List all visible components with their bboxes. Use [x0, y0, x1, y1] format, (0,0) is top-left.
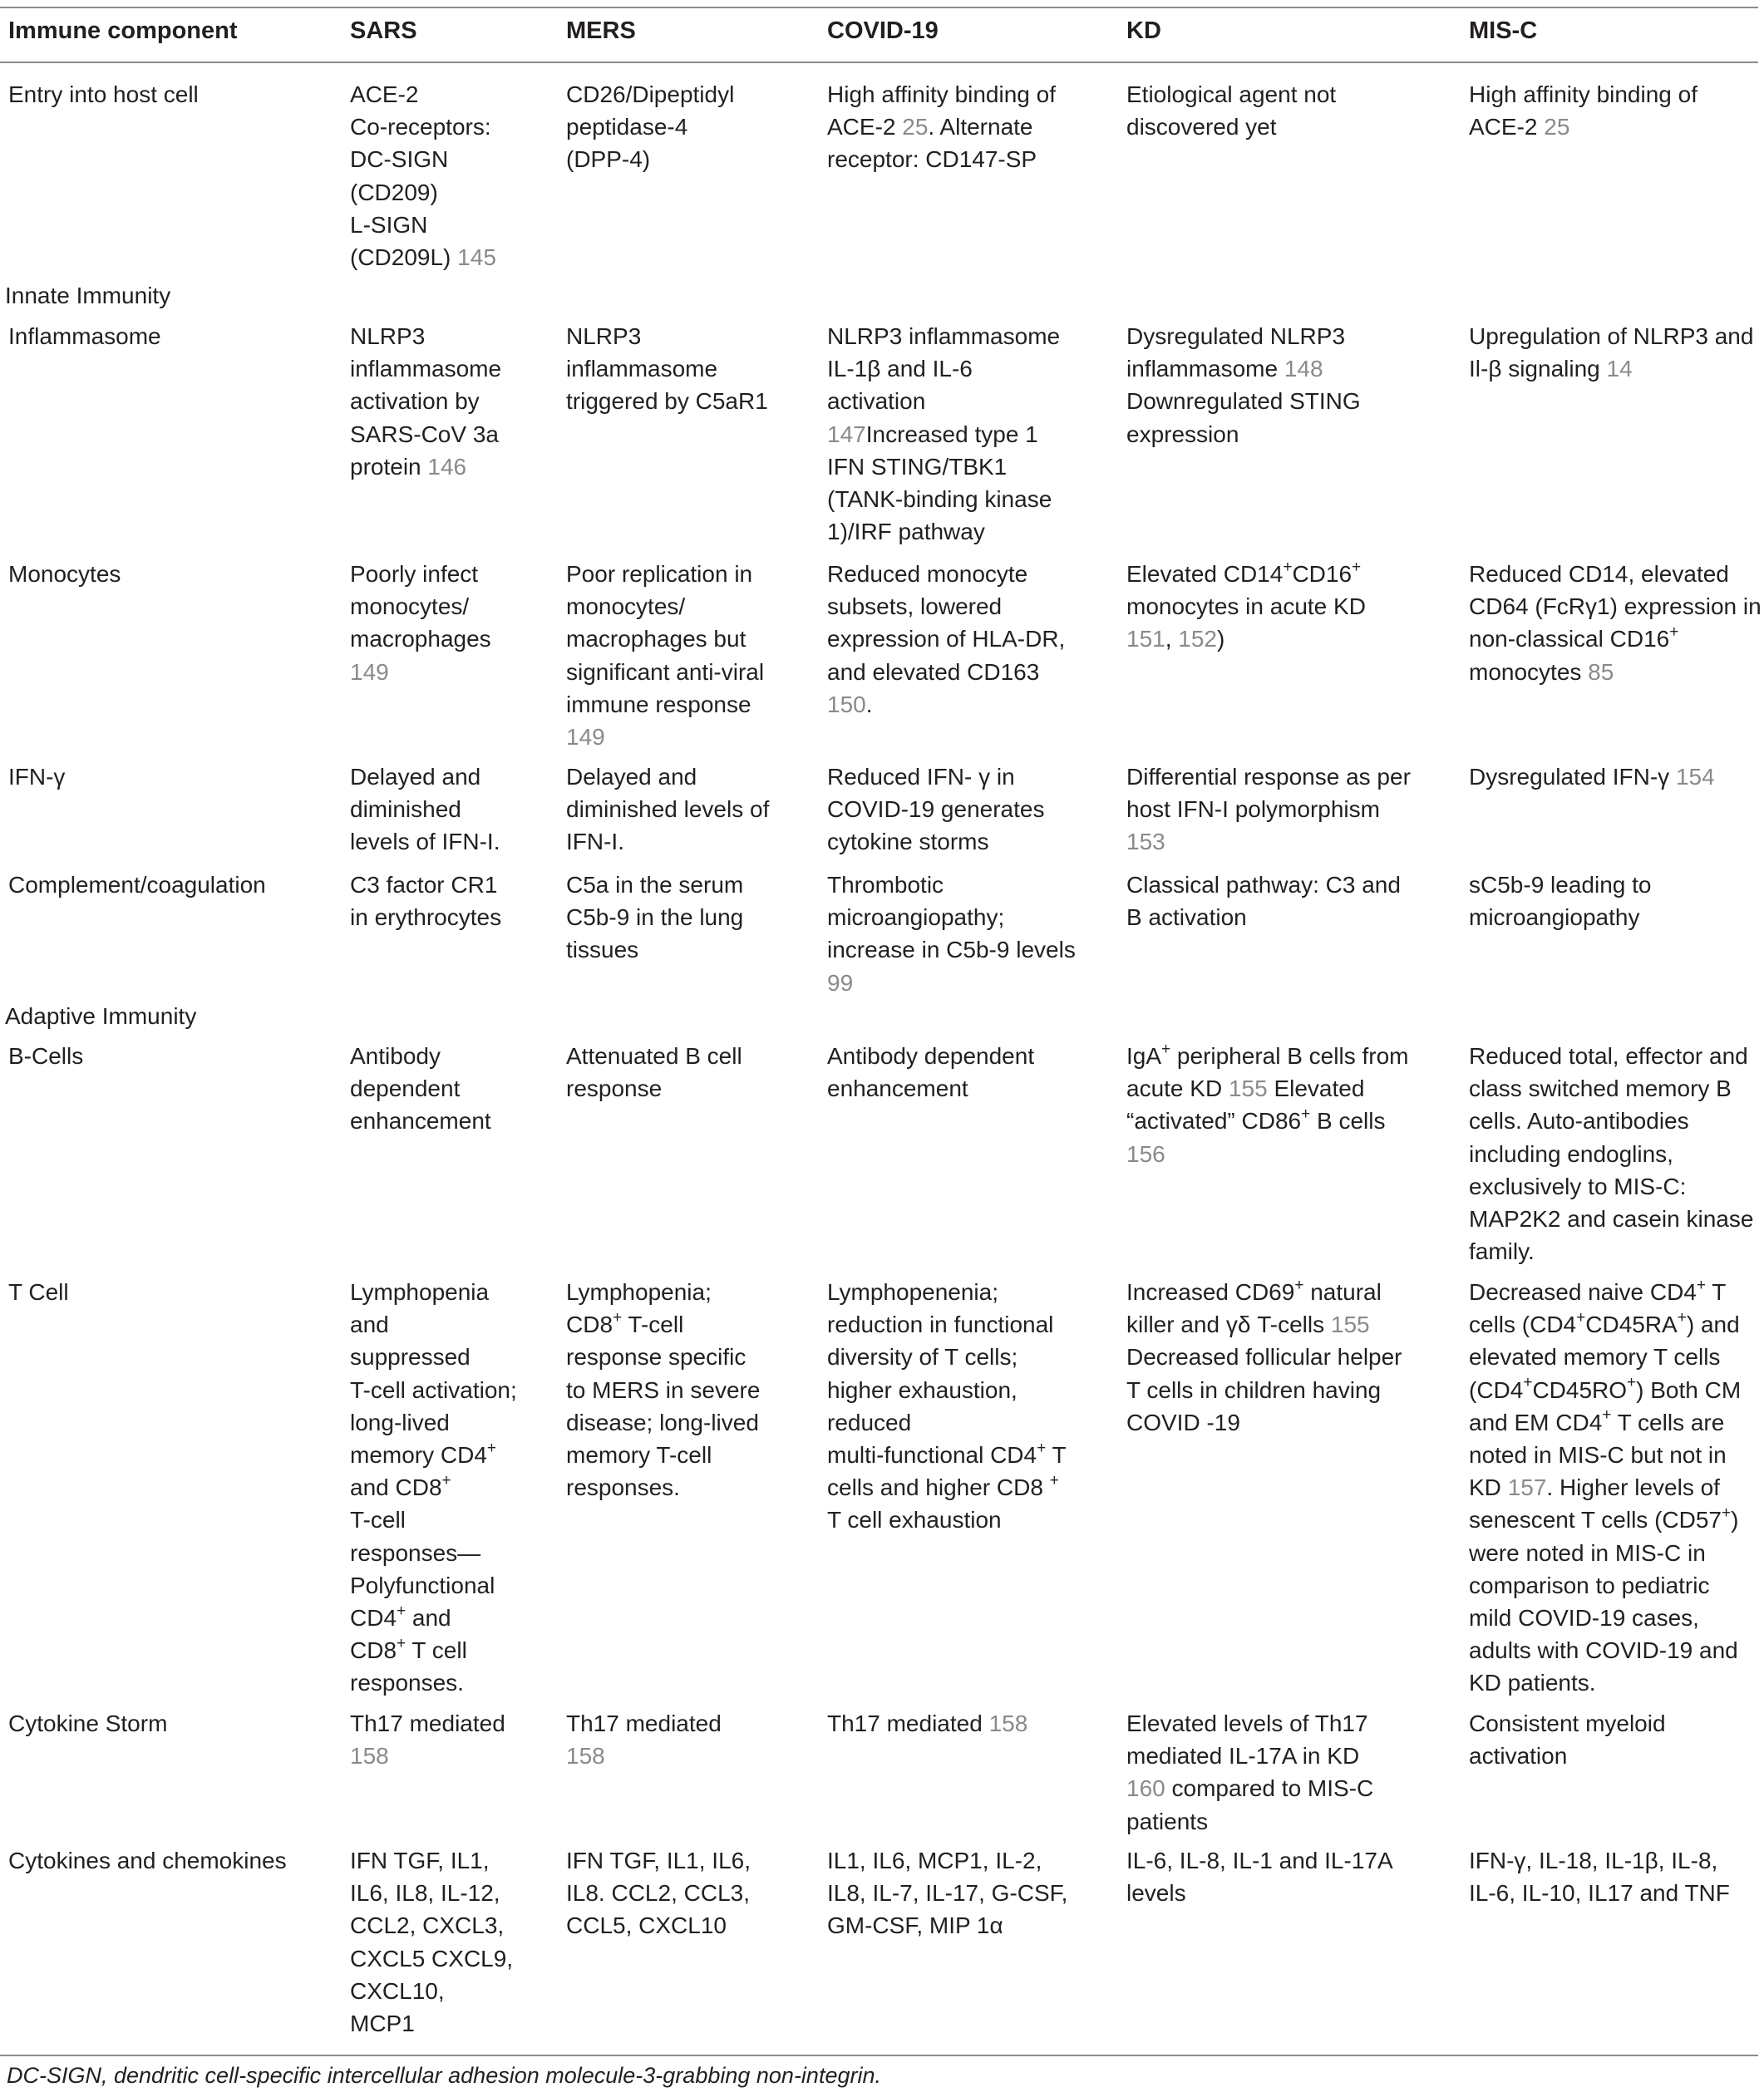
cell-line: Antibody [350, 1043, 441, 1069]
cell-line: disease; long-lived [566, 1409, 759, 1435]
reference-number[interactable]: 146 [427, 453, 467, 480]
cell-sars [350, 1707, 505, 1772]
cell-sars [350, 1844, 513, 2040]
cell-line: DC-SIGN [350, 146, 449, 173]
cell-line: expression [1126, 421, 1239, 447]
cell-line: CD8+ T cell [350, 1634, 467, 1664]
cell-line: High affinity binding of [827, 81, 1056, 107]
cell-line: and CD8+ [350, 1471, 451, 1501]
cell-line: Lymphopenia [350, 1279, 490, 1305]
cell-line: monocytes in acute KD [1126, 593, 1366, 620]
reference-number[interactable]: 145 [457, 244, 496, 271]
cell-mers [566, 869, 743, 967]
cell-line: L-SIGN [350, 211, 428, 238]
cell-line: CCL5, CXCL10 [566, 1912, 727, 1939]
cell-line: class switched memory B [1469, 1076, 1732, 1102]
cell-line: Differential response as per [1126, 764, 1411, 790]
cell-line: (TANK-binding kinase [827, 486, 1052, 513]
cell-line: IgA+ peripheral B cells from [1126, 1040, 1409, 1069]
cell-line: CD64 (FcRγ1) expression in [1469, 593, 1762, 620]
cell-line: Attenuated B cell [566, 1043, 742, 1069]
cell-line: significant anti-viral [566, 658, 765, 685]
reference-number[interactable]: 14 [1606, 356, 1633, 382]
cell-line: B activation [1126, 904, 1247, 931]
cell-covid [827, 869, 1076, 999]
cell-line: Increased CD69+ natural [1126, 1276, 1382, 1305]
row-label: Entry into host cell [8, 81, 199, 107]
cell-misc [1469, 1844, 1730, 1909]
cell-misc [1469, 761, 1715, 793]
cell-line: peptidase-4 [566, 114, 688, 140]
cell-line: Th17 mediated 158 [827, 1711, 1028, 1736]
cell-line: enhancement [350, 1108, 491, 1135]
cell-line: (CD4+CD45RO+) Both CM [1469, 1374, 1742, 1403]
cell-line: triggered by C5aR1 [566, 388, 768, 415]
cell-line: CD4+ and [350, 1602, 451, 1632]
reference-number[interactable]: 158 [350, 1743, 389, 1770]
cell-line: Polyfunctional [350, 1572, 495, 1598]
cell-line: higher exhaustion, [827, 1376, 1018, 1403]
reference-number[interactable]: 158 [566, 1743, 605, 1770]
cell-line: diminished levels of [566, 796, 770, 823]
cell-sars [350, 1276, 517, 1700]
cell-kd [1126, 558, 1366, 656]
section-innate-immunity: Innate Immunity [5, 283, 171, 308]
cell-line: microangiopathy; [827, 904, 1005, 931]
cell-line: Antibody dependent [827, 1043, 1035, 1069]
cell-mers [566, 1276, 760, 1504]
cell-line: Thrombotic [827, 872, 944, 898]
cell-line: NLRP3 [566, 323, 642, 349]
reference-number[interactable]: 85 [1588, 658, 1614, 685]
header-mers: MERS [566, 17, 636, 44]
cell-sars [350, 1040, 491, 1138]
reference-number[interactable]: 25 [902, 114, 929, 140]
cell-line: dependent [350, 1076, 461, 1102]
cell-mers [566, 78, 734, 176]
cell-line: Poor replication in [566, 561, 753, 587]
cell-line: reduction in functional [827, 1312, 1054, 1338]
cell-line: acute KD 155 Elevated [1126, 1076, 1365, 1102]
cell-line: levels [1126, 1880, 1186, 1907]
cell-line: IL8. CCL2, CCL3, [566, 1880, 750, 1907]
cell-mers [566, 320, 768, 418]
cell-line: ACE-2 25 [1469, 114, 1570, 140]
cell-line: in erythrocytes [350, 904, 502, 931]
cell-misc [1469, 1276, 1741, 1700]
cell-line: COVID-19 generates [827, 796, 1045, 823]
cell-line: microangiopathy [1469, 904, 1640, 931]
reference-number[interactable]: 154 [1675, 764, 1715, 790]
cell-line: CCL2, CXCL3, [350, 1912, 505, 1939]
cell-line: expression of HLA-DR, [827, 626, 1066, 652]
cell-line: Elevated levels of Th17 [1126, 1711, 1368, 1736]
cell-line: High affinity binding of [1469, 81, 1697, 107]
header-kd: KD [1126, 17, 1161, 44]
cell-line: Upregulation of NLRP3 and [1469, 323, 1754, 349]
cell-line: IL-1β and IL-6 [827, 356, 973, 382]
reference-number[interactable]: 160 [1126, 1775, 1165, 1802]
cell-covid [827, 558, 1065, 721]
cell-line: CD26/Dipeptidyl [566, 81, 735, 107]
cell-line [827, 967, 1076, 999]
section-adaptive-immunity: Adaptive Immunity [5, 1003, 197, 1029]
cell-line: cytokine storms [827, 829, 989, 855]
row-label: T Cell [8, 1279, 69, 1305]
cell-line: GM-CSF, MIP 1α [827, 1912, 1003, 1939]
cell-misc [1469, 78, 1697, 143]
header-mis-c: MIS-C [1469, 17, 1538, 44]
cell-line: Reduced IFN- γ in [827, 764, 1015, 790]
cell-line: Elevated CD14+CD16+ [1126, 558, 1362, 587]
cell-line: mild COVID-19 cases, [1469, 1605, 1699, 1632]
cell-mers [566, 1844, 751, 1942]
cell-covid [827, 1707, 1027, 1740]
reference-number[interactable]: 157 [1507, 1474, 1547, 1501]
cell-line: Lymphopenenia; [827, 1279, 999, 1305]
cell-line: 150. [827, 691, 873, 717]
cell-line [1126, 825, 1411, 858]
cell-line: mediated IL-17A in KD [1126, 1743, 1360, 1770]
cell-line: diversity of T cells; [827, 1344, 1018, 1371]
cell-line: Reduced total, effector and [1469, 1043, 1748, 1069]
cell-mers [566, 1707, 722, 1772]
cell-line: KD 157. Higher levels of [1469, 1474, 1720, 1501]
cell-line: 147Increased type 1 [827, 421, 1038, 447]
cell-line: KD patients. [1469, 1670, 1596, 1696]
cell-line: Co-receptors: [350, 114, 491, 140]
reference-number[interactable]: 147 [827, 421, 866, 447]
cell-line: C3 factor CR1 [350, 872, 498, 898]
cell-misc [1469, 869, 1651, 933]
cell-line: killer and γδ T-cells 155 [1126, 1312, 1370, 1338]
cell-line: memory T-cell [566, 1442, 712, 1469]
cell-line: MAP2K2 and casein kinase [1469, 1206, 1754, 1233]
cell-line: responses. [566, 1474, 680, 1501]
cell-line: Downregulated STING [1126, 388, 1361, 415]
header-covid-19: COVID-19 [827, 17, 939, 44]
cell-line: patients [1126, 1808, 1209, 1834]
cell-line: and EM CD4+ T cells are [1469, 1406, 1725, 1435]
cell-line: T cell exhaustion [827, 1507, 1002, 1533]
cell-line: long-lived [350, 1409, 450, 1435]
cell-line: memory CD4+ [350, 1439, 497, 1469]
cell-line: activation [1469, 1743, 1568, 1770]
cell-line: Il-β signaling 14 [1469, 356, 1633, 382]
cell-line: monocytes/ [350, 593, 470, 620]
cell-line: protein 146 [350, 453, 467, 480]
cell-line: receptor: CD147-SP [827, 146, 1037, 173]
cell-covid [827, 78, 1056, 176]
cell-line: IFN STING/TBK1 [827, 453, 1008, 480]
cell-line: IL-6, IL-8, IL-1 and IL-17A [1126, 1848, 1393, 1873]
reference-number[interactable]: 149 [566, 724, 605, 751]
reference-number[interactable]: 148 [1284, 356, 1323, 382]
cell-line: increase in C5b-9 levels [827, 937, 1076, 963]
cell-line: noted in MIS-C but not in [1469, 1442, 1727, 1469]
cell-line: Reduced monocyte [827, 561, 1028, 587]
cell-sars [350, 320, 501, 483]
cell-line: NLRP3 inflammasome [827, 323, 1061, 349]
cell-line: Th17 mediated [566, 1711, 722, 1736]
cell-line: activation by [350, 388, 480, 415]
table-top-rule [0, 7, 1758, 8]
reference-number[interactable]: 99 [827, 969, 854, 996]
cell-line: CXCL5 CXCL9, [350, 1945, 514, 1971]
cell-line [566, 1740, 722, 1772]
cell-kd [1126, 869, 1401, 933]
cell-line: immune response [566, 691, 751, 717]
cell-line: IL8, IL-7, IL-17, G-CSF, [827, 1880, 1068, 1907]
cell-line: monocytes/ [566, 593, 686, 620]
cell-line: responses— [350, 1539, 481, 1566]
cell-line: IL-6, IL-10, IL17 and TNF [1469, 1880, 1730, 1907]
reference-number[interactable]: 156 [1126, 1140, 1165, 1167]
cell-line: C5b-9 in the lung [566, 904, 744, 931]
cell-line: ACE-2 [350, 81, 419, 107]
cell-line: IL1, IL6, MCP1, IL-2, [827, 1848, 1042, 1873]
cell-line: T-cell activation; [350, 1376, 517, 1403]
cell-line [566, 721, 764, 753]
cell-line: (DPP-4) [566, 146, 651, 173]
cell-line: 1)/IRF pathway [827, 519, 985, 545]
cell-sars [350, 761, 500, 859]
cell-sars [350, 869, 501, 933]
cell-sars [350, 78, 496, 273]
cell-line: cells. Auto-antibodies [1469, 1108, 1689, 1135]
cell-line: inflammasome [350, 356, 502, 382]
cell-line: Decreased naive CD4+ T [1469, 1276, 1727, 1305]
cell-kd [1126, 1707, 1373, 1838]
cell-line: senescent T cells (CD57+) [1469, 1504, 1739, 1533]
row-label: Cytokines and chemokines [8, 1848, 287, 1873]
cell-misc [1469, 320, 1753, 385]
reference-number[interactable]: 151 [1126, 626, 1165, 652]
reference-number[interactable]: 150 [827, 691, 866, 717]
cell-covid [827, 761, 1044, 859]
cell-kd [1126, 1844, 1393, 1909]
cell-line: cells (CD4+CD45RA+) and [1469, 1308, 1740, 1338]
row-label: IFN-γ [8, 764, 66, 790]
table-header-rule [0, 62, 1758, 63]
cell-line: T-cell [350, 1507, 406, 1533]
cell-line: Poorly infect [350, 561, 479, 587]
cell-kd [1126, 78, 1336, 143]
cell-line: NLRP3 [350, 323, 426, 349]
cell-line: (CD209) [350, 179, 438, 205]
cell-line: COVID -19 [1126, 1409, 1240, 1435]
cell-line: tissues [566, 937, 639, 963]
cell-line: sC5b-9 leading to [1469, 872, 1652, 898]
cell-line: monocytes 85 [1469, 658, 1614, 685]
cell-line: Consistent myeloid [1469, 1711, 1666, 1736]
cell-line [350, 656, 491, 688]
cell-misc [1469, 1707, 1666, 1772]
row-label: B-Cells [8, 1043, 84, 1069]
cell-covid [827, 320, 1060, 548]
cell-line: Delayed and [350, 764, 481, 790]
cell-line: IFN TGF, IL1, [350, 1848, 490, 1873]
cell-line: Classical pathway: C3 and [1126, 872, 1401, 898]
header-immune-component: Immune component [8, 17, 238, 44]
cell-line: comparison to pediatric [1469, 1572, 1710, 1598]
cell-line: response specific [566, 1344, 746, 1371]
cell-misc [1469, 1040, 1753, 1268]
cell-line: Lymphopenia; [566, 1279, 712, 1305]
reference-number[interactable]: 158 [988, 1711, 1028, 1736]
cell-line: including endoglins, [1469, 1140, 1673, 1167]
cell-line: (CD209L) 145 [350, 244, 496, 271]
cell-line: exclusively to MIS-C: [1469, 1173, 1687, 1199]
cell-line [350, 1740, 505, 1772]
reference-number[interactable]: 149 [350, 658, 389, 685]
cell-line: ACE-2 25. Alternate [827, 114, 1033, 140]
cell-line: IFN-I. [566, 829, 624, 855]
cell-mers [566, 1040, 742, 1105]
cell-line: Delayed and [566, 764, 697, 790]
cell-kd [1126, 1276, 1402, 1439]
cell-covid [827, 1276, 1067, 1537]
cell-line: 151, 152) [1126, 626, 1225, 652]
row-label: Monocytes [8, 561, 121, 587]
cell-line: CXCL10, [350, 1977, 445, 2004]
cell-line: SARS-CoV 3a [350, 421, 499, 447]
cell-line: IFN-γ, IL-18, IL-1β, IL-8, [1469, 1848, 1718, 1873]
cell-line: “activated” CD86+ B cells [1126, 1105, 1386, 1135]
cell-line: cells and higher CD8 + [827, 1471, 1059, 1501]
cell-line: were noted in MIS-C in [1469, 1539, 1706, 1566]
cell-kd [1126, 761, 1411, 859]
cell-line: IFN TGF, IL1, IL6, [566, 1848, 751, 1873]
cell-sars [350, 558, 491, 688]
cell-line: subsets, lowered [827, 593, 1003, 620]
cell-line: elevated memory T cells [1469, 1344, 1721, 1371]
cell-line: multi-functional CD4+ T [827, 1439, 1067, 1469]
cell-line: Dysregulated IFN-γ 154 [1469, 764, 1715, 790]
cell-kd [1126, 320, 1361, 450]
cell-line: host IFN-I polymorphism [1126, 796, 1380, 823]
cell-line: non-classical CD16+ [1469, 623, 1679, 652]
reference-number[interactable]: 152 [1178, 626, 1217, 652]
cell-line: family. [1469, 1238, 1535, 1265]
cell-line: suppressed [350, 1344, 471, 1371]
reference-number[interactable]: 153 [1126, 829, 1165, 855]
cell-line: T cells in children having [1126, 1376, 1382, 1403]
cell-line: inflammasome 148 [1126, 356, 1323, 382]
header-sars: SARS [350, 17, 417, 44]
cell-line: diminished [350, 796, 461, 823]
cell-line: Etiological agent not [1126, 81, 1337, 107]
cell-covid [827, 1040, 1034, 1105]
cell-line: Dysregulated NLRP3 [1126, 323, 1346, 349]
cell-line: Decreased follicular helper [1126, 1344, 1402, 1371]
cell-line: Th17 mediated [350, 1711, 505, 1736]
cell-covid [827, 1844, 1067, 1942]
reference-number[interactable]: 155 [1330, 1312, 1370, 1338]
table-footnote: DC-SIGN, dendritic cell-specific intercellular adhesion molecule-3-grabbing non-integrin. [7, 2063, 881, 2088]
row-label: Inflammasome [8, 323, 161, 349]
cell-line: and [350, 1312, 389, 1338]
cell-line: responses. [350, 1670, 464, 1696]
cell-line: C5a in the serum [566, 872, 744, 898]
cell-line: Reduced CD14, elevated [1469, 561, 1729, 587]
cell-mers [566, 558, 764, 753]
cell-line: 160 compared to MIS-C [1126, 1775, 1374, 1802]
cell-line: discovered yet [1126, 114, 1277, 140]
cell-line: and elevated CD163 [827, 658, 1040, 685]
cell-line: CD8+ T-cell [566, 1308, 684, 1338]
cell-line: reduced [827, 1409, 912, 1435]
cell-line: macrophages but [566, 626, 746, 652]
cell-line: response [566, 1076, 663, 1102]
reference-number[interactable]: 25 [1544, 114, 1570, 140]
cell-mers [566, 761, 769, 859]
cell-line: adults with COVID-19 and [1469, 1637, 1738, 1664]
cell-line: IL6, IL8, IL-12, [350, 1880, 500, 1907]
row-label: Complement/coagulation [8, 872, 266, 898]
cell-line [1126, 1138, 1408, 1170]
cell-line: levels of IFN-I. [350, 829, 500, 855]
cell-line: to MERS in severe [566, 1376, 761, 1403]
cell-misc [1469, 558, 1762, 688]
cell-line: MCP1 [350, 2011, 415, 2037]
reference-number[interactable]: 155 [1228, 1076, 1268, 1102]
cell-line: macrophages [350, 626, 491, 652]
cell-line: activation [827, 388, 926, 415]
table-bottom-rule [0, 2055, 1758, 2056]
cell-line: enhancement [827, 1076, 968, 1102]
cell-line: inflammasome [566, 356, 718, 382]
cell-kd [1126, 1040, 1408, 1170]
row-label: Cytokine Storm [8, 1711, 168, 1736]
